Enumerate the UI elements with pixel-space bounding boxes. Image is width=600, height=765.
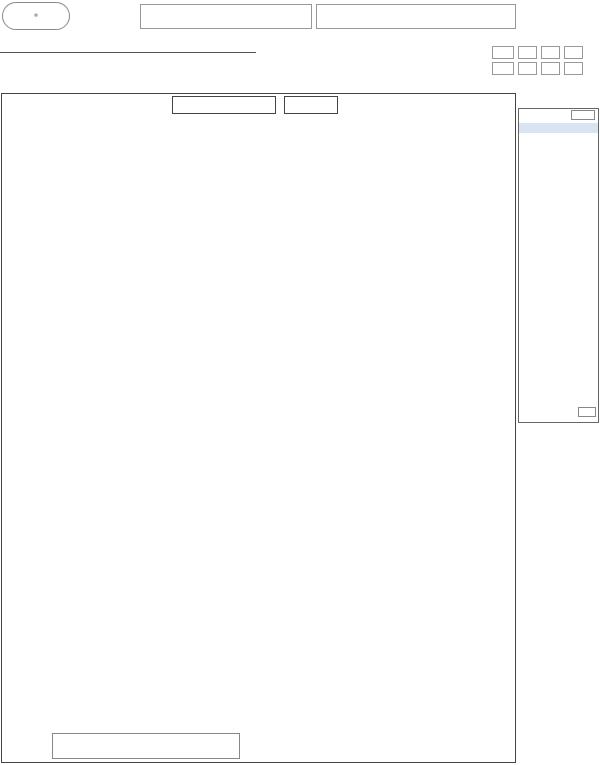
- inning-header: [124, 40, 146, 52]
- inning-runs: [102, 64, 124, 76]
- team-name: [0, 52, 58, 64]
- summary-header: [519, 123, 598, 133]
- inning-header: [102, 40, 124, 52]
- team-4score-value: [578, 407, 596, 417]
- inning-header: [58, 40, 80, 52]
- inning-runs: [168, 52, 190, 64]
- inning-header: [234, 40, 256, 52]
- inning-runs: [58, 52, 80, 64]
- rhe-value: [541, 62, 560, 75]
- inning-runs: [234, 64, 256, 76]
- inning-runs: [124, 52, 146, 64]
- scorecard-title-bar: [172, 96, 338, 114]
- summary-team: [571, 110, 595, 120]
- rhe-team: [492, 62, 514, 75]
- inning-runs: [234, 52, 256, 64]
- inning-runs: [80, 64, 102, 76]
- inning-runs: [212, 52, 234, 64]
- inning-header: [80, 40, 102, 52]
- scorecard-team: [284, 96, 338, 114]
- game-header: [140, 4, 312, 29]
- rhe-table: [488, 40, 587, 78]
- game-notes-box[interactable]: [52, 733, 240, 759]
- inning-runs: [124, 64, 146, 76]
- inning-header: [168, 40, 190, 52]
- inning-runs: [146, 52, 168, 64]
- summary-panel: [518, 108, 599, 423]
- inning-runs: [190, 64, 212, 76]
- inning-runs: [146, 64, 168, 76]
- inning-header: [212, 40, 234, 52]
- inning-header: [146, 40, 168, 52]
- inning-runs: [58, 64, 80, 76]
- scorecard-title: [172, 96, 276, 114]
- team-header: [0, 40, 58, 52]
- scorecard-panel: [1, 93, 516, 763]
- line-score-table: [0, 40, 256, 76]
- team-name: [0, 64, 58, 76]
- rhe-value: [564, 46, 583, 59]
- recap-header: [316, 4, 516, 29]
- inning-runs: [168, 64, 190, 76]
- rhe-value: [518, 46, 537, 59]
- inning-runs: [80, 52, 102, 64]
- inning-runs: [102, 52, 124, 64]
- rhe-value: [518, 62, 537, 75]
- rhe-value: [564, 62, 583, 75]
- inning-runs: [212, 64, 234, 76]
- rhe-team: [492, 46, 514, 59]
- rhe-value: [541, 46, 560, 59]
- inning-header: [190, 40, 212, 52]
- logo: ®: [2, 2, 70, 30]
- inning-runs: [190, 52, 212, 64]
